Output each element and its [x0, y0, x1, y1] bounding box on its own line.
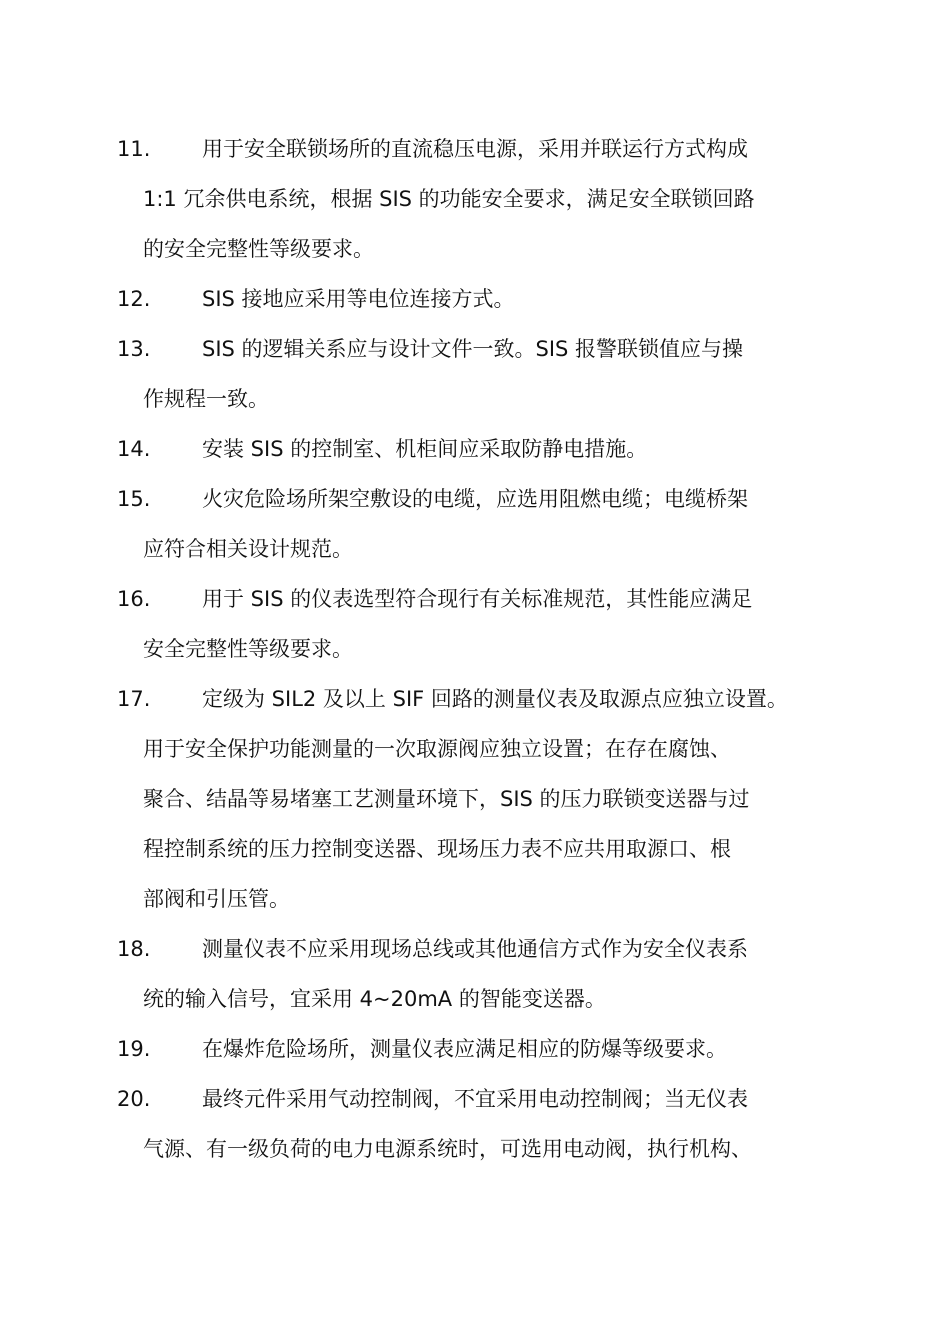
item-text-line: 的安全完整性等级要求。: [143, 237, 374, 261]
item-text-line: 用于安全联锁场所的直流稳压电源，采用并联运行方式构成: [202, 137, 748, 161]
list-item-11: [0, 124, 950, 274]
list-item-12: [0, 274, 950, 324]
numbered-list: [0, 124, 950, 1174]
item-number: 14.: [117, 437, 151, 461]
item-text-line: 在爆炸危险场所，测量仪表应满足相应的防爆等级要求。: [202, 1037, 727, 1061]
item-text-line: 用于 SIS 的仪表选型符合现行有关标准规范，其性能应满足: [202, 587, 753, 611]
list-item-16: [0, 574, 950, 674]
item-text-line: 测量仪表不应采用现场总线或其他通信方式作为安全仪表系: [202, 937, 748, 961]
item-text-line: 气源、有一级负荷的电力电源系统时，可选用电动阀，执行机构、: [143, 1137, 752, 1161]
list-item-14: [0, 424, 950, 474]
item-text-line: 安装 SIS 的控制室、机柜间应采取防静电措施。: [202, 437, 648, 461]
item-number: 18.: [117, 937, 151, 961]
item-number: 20.: [117, 1087, 151, 1111]
item-text-line: 聚合、结晶等易堵塞工艺测量环境下，SIS 的压力联锁变送器与过: [143, 787, 750, 811]
list-item-19: [0, 1024, 950, 1074]
item-text-line: 定级为 SIL2 及以上 SIF 回路的测量仪表及取源点应独立设置。: [202, 687, 788, 711]
item-text-line: 部阀和引压管。: [143, 887, 290, 911]
list-item-18: [0, 924, 950, 1024]
item-number: 16.: [117, 587, 151, 611]
item-text-line: 1:1 冗余供电系统，根据 SIS 的功能安全要求，满足安全联锁回路: [143, 187, 755, 211]
item-text-line: SIS 接地应采用等电位连接方式。: [202, 287, 515, 311]
item-text-line: 程控制系统的压力控制变送器、现场压力表不应共用取源口、根: [143, 837, 731, 861]
list-item-20: [0, 1074, 950, 1174]
item-number: 17.: [117, 687, 151, 711]
item-number: 19.: [117, 1037, 151, 1061]
item-text-line: SIS 的逻辑关系应与设计文件一致。SIS 报警联锁值应与操: [202, 337, 744, 361]
item-text-line: 作规程一致。: [143, 387, 269, 411]
item-text-line: 安全完整性等级要求。: [143, 637, 353, 661]
list-item-17: [0, 674, 950, 924]
item-text-line: 火灾危险场所架空敷设的电缆，应选用阻燃电缆；电缆桥架: [202, 487, 748, 511]
item-text-line: 最终元件采用气动控制阀，不宜采用电动控制阀；当无仪表: [202, 1087, 748, 1111]
item-text-line: 用于安全保护功能测量的一次取源阀应独立设置；在存在腐蚀、: [143, 737, 731, 761]
item-number: 11.: [117, 137, 151, 161]
item-number: 13.: [117, 337, 151, 361]
list-item-13: [0, 324, 950, 424]
item-number: 15.: [117, 487, 151, 511]
list-item-15: [0, 474, 950, 574]
item-text-line: 统的输入信号，宜采用 4~20mA 的智能变送器。: [143, 987, 606, 1011]
item-number: 12.: [117, 287, 151, 311]
item-text-line: 应符合相关设计规范。: [143, 537, 353, 561]
